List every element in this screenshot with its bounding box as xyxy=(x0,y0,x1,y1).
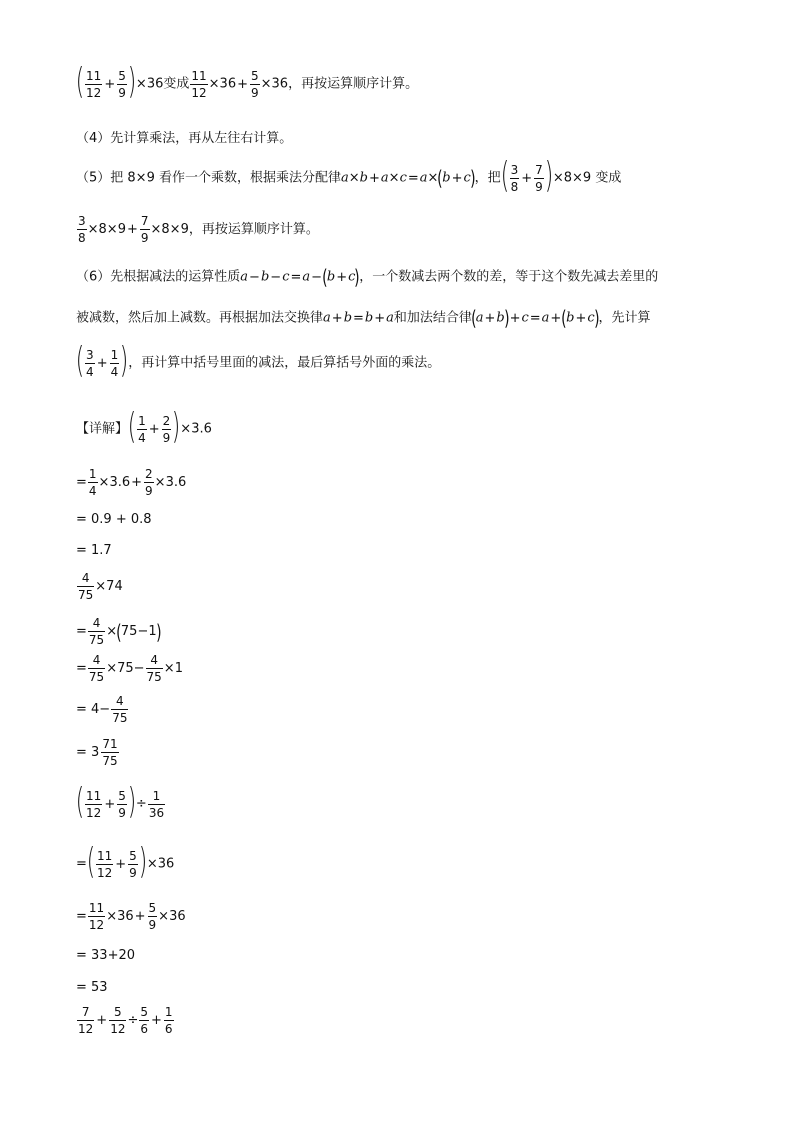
detail-heading: 【详解】( $\frac{1}{4}$ + $\frac{2}{9}$ )×3.6 xyxy=(76,406,212,447)
step-6-text-d: 和加法结合律 xyxy=(393,310,472,326)
calc-2-step-1: = $\frac{4}{75}$ ×(75−1) xyxy=(76,616,162,647)
calc-4-head: $\frac{7}{12}$ + $\frac{5}{12}$ ÷ $\frac{5}{6}$ + $\frac{1}{6}$ xyxy=(78,1005,173,1036)
step-6-line-3: ( $\frac{3}{4}$ + $\frac{1}{4}$ )，再计算中括号里面的减法，最后算括号外面的乘法。 xyxy=(75,340,441,381)
step-5-text-b: ，把 xyxy=(474,170,501,186)
calc-1-step-3: = 1.7 xyxy=(76,543,112,558)
line-1: ( $\frac{11}{12}$ + $\frac{5}{9}$ )×36变成 $\frac{11}{12}$ ×36+ $\frac{5}{9}$ ×36，再按运算顺序计算。 xyxy=(75,61,419,102)
calc-3-step-2: = $\frac{11}{12}$ ×36+ $\frac{5}{9}$ ×36 xyxy=(76,901,186,932)
calc-1-step-1: = $\frac{1}{4}$ ×3.6+ $\frac{2}{9}$ ×3.6 xyxy=(76,467,187,498)
step-6-text-a: （6）先根据减法的运算性质 xyxy=(76,269,241,285)
calc-2-step-2: = $\frac{4}{75}$ ×75− $\frac{4}{75}$ ×1 xyxy=(76,653,183,684)
step-6-line-1: （6）先根据减法的运算性质a−b−c=a−(b+c)，一个数减去两个数的差，等于这个数先减去差里的 xyxy=(76,265,659,289)
detail-label: 【详解】 xyxy=(76,421,129,437)
calc-2-head: $\frac{4}{75}$ ×74 xyxy=(78,571,123,602)
calc-3-head: ( $\frac{11}{12}$ + $\frac{5}{9}$ )÷ $\frac{1}{36}$ xyxy=(75,781,165,822)
text-then-order: ，再按运算顺序计算。 xyxy=(288,76,419,92)
step-4: （4）先计算乘法，再从左往右计算。 xyxy=(76,131,293,146)
step-5-text-order: ，再按运算顺序计算。 xyxy=(188,222,319,237)
calc-1-step-2: = 0.9 + 0.8 xyxy=(76,512,152,527)
step-6-text-c: 被减数，然后加上减数。再根据加法交换律 xyxy=(76,310,324,326)
text-become: 变成 xyxy=(163,76,190,92)
step-6-text-b: ，一个数减去两个数的差，等于这个数先减去差里的 xyxy=(359,269,659,285)
calc-3-step-1: =( $\frac{11}{12}$ + $\frac{5}{9}$ )×36 xyxy=(76,841,175,882)
calc-2-step-4: = 3 $\frac{71}{75}$ xyxy=(76,737,118,768)
calc-3-step-3: = 33+20 xyxy=(76,948,136,963)
step-6-text-f: ，再计算中括号里面的减法，最后算括号外面的乘法。 xyxy=(128,355,441,371)
step-5-text-c: 变成 xyxy=(595,170,622,186)
step-6-text-e: ，先计算 xyxy=(598,310,651,326)
step-5-text-a: （5）把 8×9 看作一个乘数，根据乘法分配律 xyxy=(76,170,341,186)
calc-3-step-4: = 53 xyxy=(76,980,108,995)
step-5-line-2: $\frac{3}{8}$ ×8×9+ $\frac{7}{9}$ ×8×9，再按运算顺序计算。 xyxy=(78,214,319,245)
step-6-line-2: 被减数，然后加上减数。再根据加法交换律a+b=b+a和加法结合律(a+b)+c=a+(b+c)，先计算 xyxy=(76,306,651,330)
step-5-line-1: （5）把 8×9 看作一个乘数，根据乘法分配律a×b+a×c=a×(b+c)，把( $\frac{3}{8}$ + $\frac{7}{9}$ )×8×9 变成 xyxy=(76,155,622,196)
calc-2-step-3: = 4− $\frac{4}{75}$ xyxy=(76,694,128,725)
